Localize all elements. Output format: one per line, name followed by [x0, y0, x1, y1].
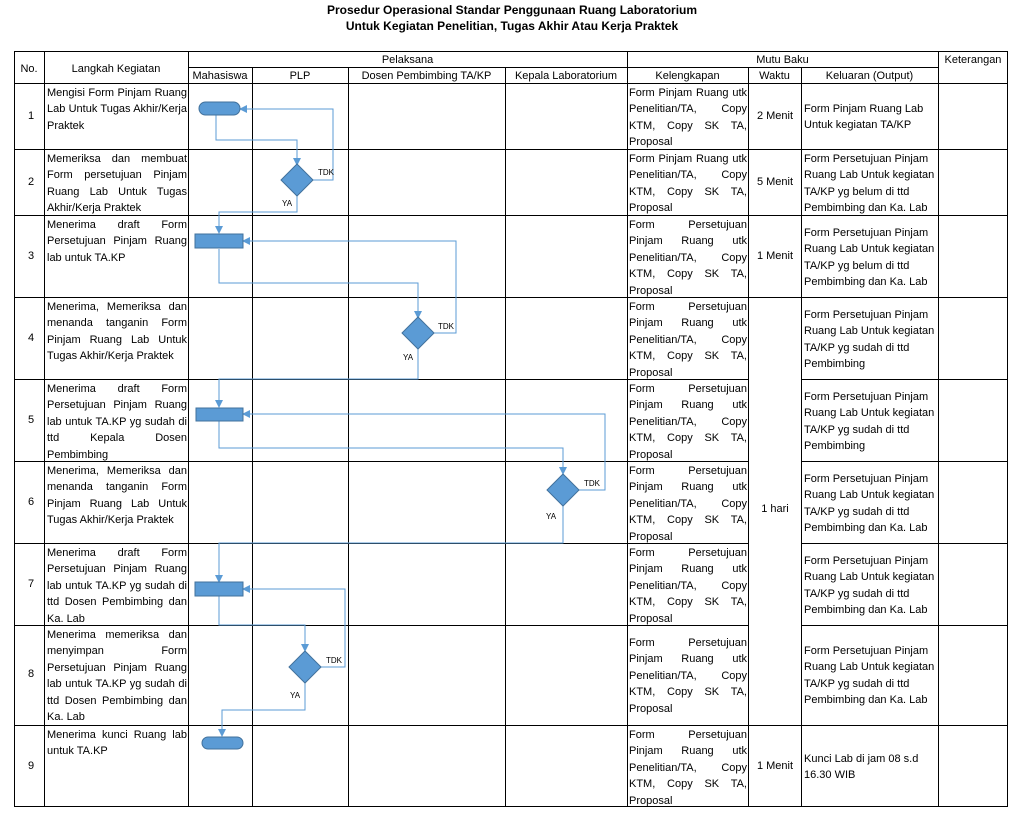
output-text: Form Persetujuan Pinjam Ruang Lab Untuk kegiatan TA/KP yg belum di ttd Pembimbing dan Ka. Lab	[804, 153, 935, 215]
header-dosen: Dosen Pembimbing TA/KP	[361, 70, 492, 82]
end-terminator	[202, 737, 243, 749]
waktu-text: 5 Menit	[756, 176, 794, 188]
kelengkapan-text: Form Pinjam Ruang utk Penelitian/TA, Copy KTM, Copy SK TA, Proposal	[629, 87, 747, 149]
connector-line	[243, 241, 456, 333]
output-text: Kunci Lab di jam 08 s.d 16.30 WIB	[804, 753, 919, 782]
output-text: Form Persetujuan Pinjam Ruang Lab Untuk kegiatan TA/KP yg sudah di ttd Pembimbing dan Ka. Lab	[804, 473, 935, 535]
row-number: 2	[27, 176, 35, 188]
row-number: 7	[27, 578, 35, 590]
connector-line	[243, 414, 605, 490]
header-pelaksana: Pelaksana	[381, 54, 434, 66]
kelengkapan-text: Form Persetujuan Pinjam Ruang utk Penelitian/TA, Copy KTM, Copy SK TA, Proposal	[629, 547, 747, 625]
output-text: Form Persetujuan Pinjam Ruang Lab Untuk kegiatan TA/KP yg sudah di ttd Pembimbing	[804, 309, 935, 371]
flow-label-yes: YA	[282, 199, 293, 208]
row-number: 5	[27, 414, 35, 426]
kelengkapan-text: Form Persetujuan Pinjam Ruang utk Penelitian/TA, Copy KTM, Copy SK TA, Proposal	[629, 301, 747, 379]
flow-label-yes: YA	[403, 353, 414, 362]
step-text: Menerima, Memeriksa dan menanda tanganin Form Pinjam Ruang Lab Untuk Tugas Akhir/Kerja Praktek	[47, 301, 187, 363]
output-text: Form Pinjam Ruang Lab Untuk kegiatan TA/KP	[804, 103, 924, 132]
process-box	[195, 234, 243, 248]
header-mahasiswa: Mahasiswa	[192, 70, 248, 82]
step-text: Menerima draft Form Persetujuan Pinjam Ruang lab untuk TA.KP yg sudah di ttd Kepala Dosen Pembimbing	[47, 383, 187, 461]
header-mutu-baku: Mutu Baku	[756, 54, 809, 66]
row-number: 9	[27, 760, 35, 772]
row-number: 6	[27, 496, 35, 508]
decision-diamond	[281, 164, 313, 196]
flow-label-no: TDK	[326, 656, 342, 665]
step-text: Memeriksa dan membuat Form persetujuan Pinjam Ruang Lab Untuk Tugas Akhir/Kerja Praktek	[47, 153, 187, 215]
decision-diamond	[402, 317, 434, 349]
flow-label-yes: YA	[290, 691, 301, 700]
output-text: Form Persetujuan Pinjam Ruang Lab Untuk kegiatan TA/KP yg sudah di ttd Pembimbing dan Ka. Lab	[804, 645, 935, 707]
flow-label-yes: YA	[546, 512, 557, 521]
step-text: Menerima draft Form Persetujuan Pinjam Ruang lab untuk TA.KP yg sudah di ttd Dosen Pembimbing dan Ka. Lab	[47, 547, 187, 625]
waktu-text: 1 Menit	[756, 760, 794, 772]
output-text: Form Persetujuan Pinjam Ruang Lab Untuk kegiatan TA/KP yg sudah di ttd Pembimbing	[804, 391, 935, 453]
step-text: Menerima, Memeriksa dan menanda tanganin Form Pinjam Ruang Lab Untuk Tugas Akhir/Kerja Praktek	[47, 465, 187, 527]
kelengkapan-text: Form Persetujuan Pinjam Ruang utk Penelitian/TA, Copy KTM, Copy SK TA, Proposal	[629, 219, 747, 297]
flow-label-no: TDK	[438, 322, 454, 331]
waktu-text: 2 Menit	[756, 110, 794, 122]
header-kelengkapan: Kelengkapan	[655, 70, 720, 82]
decision-diamond	[289, 651, 321, 683]
header-keluaran: Keluaran (Output)	[825, 70, 914, 82]
header-plp: PLP	[289, 70, 311, 82]
step-text: Menerima kunci Ruang lab untuk TA.KP	[47, 729, 187, 758]
step-text: Menerima draft Form Persetujuan Pinjam Ruang lab untuk TA.KP	[47, 219, 187, 264]
flow-label-no: TDK	[318, 168, 334, 177]
kelengkapan-text: Form Persetujuan Pinjam Ruang utk Penelitian/TA, Copy KTM, Copy SK TA, Proposal	[629, 729, 747, 807]
connector-line	[219, 506, 563, 582]
connector-line	[219, 249, 418, 318]
header-langkah: Langkah Kegiatan	[71, 63, 161, 75]
connector-line	[219, 421, 563, 474]
header-kalab: Kepala Laboratorium	[514, 70, 618, 82]
row-number: 4	[27, 332, 35, 344]
waktu-text: 1 Menit	[756, 250, 794, 262]
step-text: Mengisi Form Pinjam Ruang Lab Untuk Tugas Akhir/Kerja Praktek	[47, 87, 187, 132]
kelengkapan-text: Form Persetujuan Pinjam Ruang utk Penelitian/TA, Copy KTM, Copy SK TA, Proposal	[629, 637, 747, 715]
kelengkapan-text: Form Pinjam Ruang utk Penelitian/TA, Copy KTM, Copy SK TA, Proposal	[629, 153, 747, 215]
connector-line	[219, 596, 305, 651]
row-number: 8	[27, 668, 35, 680]
output-text: Form Persetujuan Pinjam Ruang Lab Untuk kegiatan TA/KP yg belum di ttd Pembimbing dan Ka. Lab	[804, 227, 935, 289]
waktu-text: 1 hari	[761, 503, 789, 515]
start-terminator	[199, 102, 240, 115]
kelengkapan-text: Form Persetujuan Pinjam Ruang utk Penelitian/TA, Copy KTM, Copy SK TA, Proposal	[629, 465, 747, 543]
step-text: Menerima memeriksa dan menyimpan Form Persetujuan Pinjam Ruang lab untuk TA.KP yg sudah di ttd Dosen Pembimbing dan Ka. Lab	[47, 629, 187, 724]
kelengkapan-text: Form Persetujuan Pinjam Ruang utk Penelitian/TA, Copy KTM, Copy SK TA, Proposal	[629, 383, 747, 461]
flow-label-no: TDK	[584, 479, 600, 488]
row-number: 1	[27, 110, 35, 122]
decision-diamond	[547, 474, 579, 506]
process-box	[195, 582, 243, 596]
connector-line	[216, 115, 297, 165]
process-box	[196, 408, 243, 421]
connector-line	[219, 349, 418, 407]
header-keterangan: Keterangan	[944, 54, 1002, 66]
row-number: 3	[27, 250, 35, 262]
header-no: No.	[20, 63, 38, 75]
page-title: Prosedur Operasional Standar Penggunaan Ruang Laboratorium	[326, 3, 698, 17]
header-waktu: Waktu	[759, 70, 790, 82]
output-text: Form Persetujuan Pinjam Ruang Lab Untuk kegiatan TA/KP yg sudah di ttd Pembimbing dan Ka. Lab	[804, 555, 935, 617]
page-subtitle: Untuk Kegiatan Penelitian, Tugas Akhir Atau Kerja Praktek	[345, 19, 679, 33]
